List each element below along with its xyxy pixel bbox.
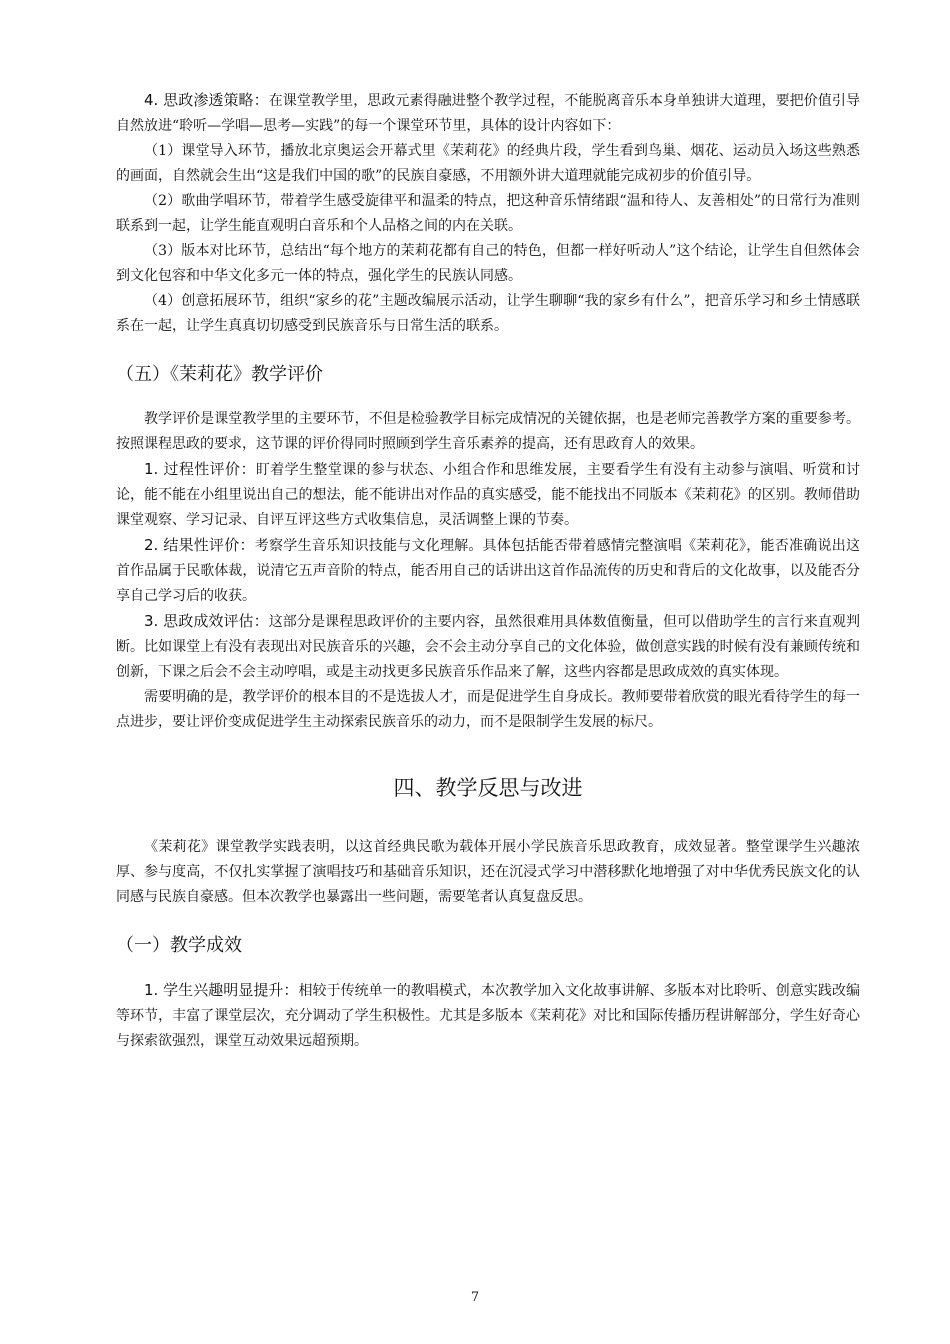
outcome-item-1: [116, 978, 860, 1054]
chapter-heading-reflection: 四、教学反思与改进: [393, 776, 583, 800]
evaluation-item-3: [116, 609, 860, 685]
section-heading-evaluation: （五）《茉莉花》教学评价: [116, 364, 323, 385]
page-number: 7: [470, 1290, 480, 1305]
evaluation-item-2-text: 考察学生音乐知识技能与文化理解。具体包括能否带着感情完整演唱《茉莉花》，能否准确说出这首作品属于民歌体裁，说清它五声音阶的特点，能否用自己的话讲出这首作品流传的历史和背后的文化故事，以及能否分享自己学习后的收获。: [116, 538, 860, 604]
strategy-paragraph: [116, 88, 860, 139]
evaluation-item-2: [116, 533, 860, 609]
page-content: [116, 88, 860, 1054]
evaluation-closing: 需要明确的是，教学评价的根本目的不是选拔人才，而是促进学生自身成长。教师要带着欣赏的眼光看待学生的每一点进步，要让评价变成促进学生主动探索民族音乐的动力，而不是限制学生发展的标尺。: [116, 689, 860, 730]
evaluation-intro: 教学评价是课堂教学里的主要环节，不但是检验教学目标完成情况的关键依据，也是老师完善教学方案的重要参考。按照课程思政的要求，这节课的评价得同时照顾到学生音乐素养的提高，还有思政育人的效果。: [116, 411, 860, 452]
strategy-item-4: （4）创意拓展环节，组织“家乡的花”主题改编展示活动，让学生聊聊“我的家乡有什么”，把音乐学习和乡土情感联系在一起，让学生真真切切感受到民族音乐与日常生活的联系。: [116, 293, 860, 334]
outcome-item-1-text: 相较于传统单一的教唱模式，本次教学加入文化故事讲解、多版本对比聆听、创意实践改编等环节，丰富了课堂层次，充分调动了学生积极性。尤其是多版本《茉莉花》对比和国际传播历程讲解部分，学生好奇心与探索欲强烈，课堂互动效果远超预期。: [116, 983, 860, 1049]
evaluation-item-1: [116, 457, 860, 533]
section-heading-outcomes: （一）教学成效: [116, 935, 242, 956]
outcome-item-1-lead: 1. 学生兴趣明显提升：: [144, 981, 299, 999]
strategy-lead: 4. 思政渗透策略：: [144, 91, 269, 109]
reflection-intro: 《茉莉花》课堂教学实践表明，以这首经典民歌为载体开展小学民族音乐思政教育，成效显著。整堂课学生兴趣浓厚、参与度高，不仅扎实掌握了演唱技巧和基础音乐知识，还在沉浸式学习中潜移默化地增强了对中华优秀民族文化的认同感与民族自豪感。但本次教学也暴露出一些问题，需要笔者认真复盘反思。: [116, 839, 860, 905]
evaluation-item-3-lead: 3. 思政成效评估：: [144, 612, 269, 630]
strategy-item-1: （1）课堂导入环节，播放北京奥运会开幕式里《茉莉花》的经典片段，学生看到鸟巢、烟花、运动员入场这些熟悉的画面，自然就会生出“这是我们中国的歌”的民族自豪感，不用额外讲大道理就能完成初步的价值引导。: [116, 143, 860, 184]
evaluation-item-1-text: 盯着学生整堂课的参与状态、小组合作和思维发展，主要看学生有没有主动参与演唱、听赏和讨论，能不能在小组里说出自己的想法，能不能讲出对作品的真实感受，能不能找出不同版本《茉莉花》的区别。教师借助课堂观察、学习记录、自评互评这些方式收集信息，灵活调整上课的节奏。: [116, 462, 860, 528]
evaluation-item-2-lead: 2. 结果性评价：: [144, 536, 255, 554]
strategy-item-3: （3）版本对比环节，总结出“每个地方的茉莉花都有自己的特色，但都一样好听动人”这个结论，让学生自但然体会到文化包容和中华文化多元一体的特点，强化学生的民族认同感。: [116, 243, 860, 284]
evaluation-item-3-text: 这部分是课程思政评价的主要内容，虽然很难用具体数值衡量，但可以借助学生的言行来直观判断。比如课堂上有没有表现出对民族音乐的兴趣，会不会主动分享自己的文化体验，做创意实践的时候有没有兼顾传统和创新，下课之后会不会主动哼唱，或是主动找更多民族音乐作品来了解，这些内容都是思政成效的真实体现。: [116, 614, 860, 680]
evaluation-item-1-lead: 1. 过程性评价：: [144, 460, 256, 478]
strategy-text: 在课堂教学里，思政元素得融进整个教学过程，不能脱离音乐本身单独讲大道理，要把价值引导自然放进“聆听—学唱—思考—实践”的每一个课堂环节里，具体的设计内容如下：: [116, 93, 860, 134]
strategy-item-2: （2）歌曲学唱环节，带着学生感受旋律平和温柔的特点，把这种音乐情绪跟“温和待人、友善相处”的日常行为准则联系到一起，让学生能直观明白音乐和个人品格之间的内在关联。: [116, 193, 860, 234]
